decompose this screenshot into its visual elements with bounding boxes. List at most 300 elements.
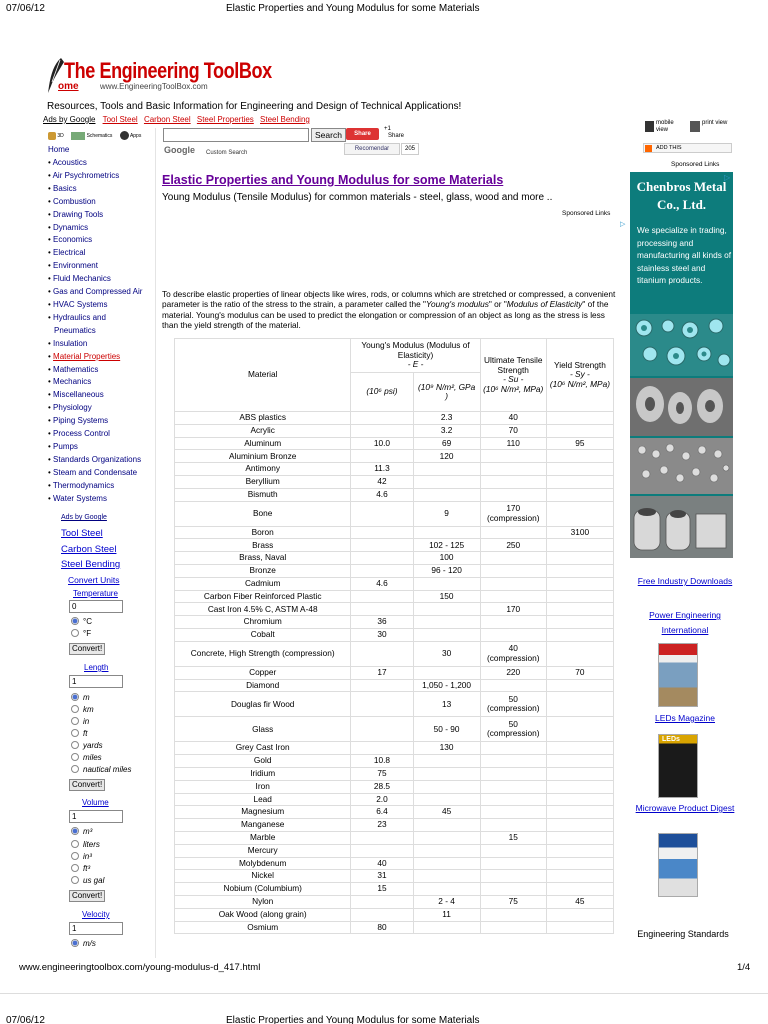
sidebar-item-label[interactable]: Miscellaneous <box>53 390 104 400</box>
radio-label: yards <box>83 741 103 750</box>
cell-psi: 23 <box>351 819 413 832</box>
radio-yards[interactable] <box>71 741 103 750</box>
sidebar-item-process-control[interactable]: • Process Control <box>48 429 110 439</box>
next-print-title: Elastic Properties and Young Modulus for some Materials <box>226 1015 480 1024</box>
cell-material: Aluminium Bronze <box>175 450 351 463</box>
radio-dot-icon <box>71 717 79 725</box>
cell-gpa <box>413 883 480 896</box>
cell-material: Lead <box>175 793 351 806</box>
convert-length-button[interactable]: Convert! <box>69 779 105 791</box>
sidebar-item-water-systems[interactable]: • Water Systems <box>48 493 107 503</box>
table-row <box>175 717 614 742</box>
cell-material: Osmium <box>175 921 351 934</box>
cell-psi <box>351 590 413 603</box>
addthis-icon <box>645 145 652 152</box>
header-gpa-label: (10⁹ N/m², GPa ) <box>418 381 476 401</box>
logo-title: The Engineering ToolBox <box>64 58 272 83</box>
intro-text: To describe elastic properties of linear objects like wires, rods, or columns which are stretched or compressed, a convenient parameter is the ratio of the stress to the strain, a parameter called the " <box>162 289 616 310</box>
cell-psi <box>351 539 413 552</box>
cell-ultimate <box>480 883 546 896</box>
sidebar-ad-tool-steel[interactable]: Tool Steel <box>61 528 103 539</box>
top-link-steel-properties[interactable]: Steel Properties <box>196 115 254 124</box>
cell-gpa <box>413 463 480 476</box>
table-row <box>175 488 614 501</box>
intro-emphasis: Young's modulus <box>425 299 489 310</box>
sidebar-item-label[interactable]: Standards Organizations <box>53 454 142 464</box>
apps-icon[interactable] <box>120 131 129 140</box>
sidebar-item-label[interactable]: Piping Systems <box>53 416 109 426</box>
cell-yield <box>546 806 613 819</box>
sidebar-item-basics[interactable]: • Basics <box>48 183 77 193</box>
cell-gpa <box>413 475 480 488</box>
cell-ultimate: 250 <box>480 539 546 552</box>
3d-label[interactable]: 3D <box>57 132 64 139</box>
table-row <box>175 742 614 755</box>
cell-material: Chromium <box>175 616 351 629</box>
cell-psi <box>351 603 413 616</box>
cell-yield <box>546 679 613 692</box>
sidebar-item-fluid-mechanics[interactable]: • Fluid Mechanics <box>48 274 111 284</box>
youngs-modulus-table <box>174 338 614 934</box>
cell-gpa: 13 <box>413 692 480 717</box>
cell-ultimate: 220 <box>480 666 546 679</box>
radio-celsius[interactable] <box>71 617 92 626</box>
sidebar-item-label[interactable]: Air Psychrometrics <box>52 170 120 180</box>
sidebar-item-label[interactable]: Fluid Mechanics <box>53 274 111 284</box>
cell-material: Manganese <box>175 819 351 832</box>
site-url: www.EngineeringToolBox.com <box>100 82 208 91</box>
sidebar-item-environment[interactable]: • Environment <box>48 261 98 271</box>
cell-material: Concrete, High Strength (compression) <box>175 641 351 666</box>
cell-material: Nobium (Columbium) <box>175 883 351 896</box>
cell-yield <box>546 564 613 577</box>
table-row <box>175 628 614 641</box>
cell-material: Oak Wood (along grain) <box>175 908 351 921</box>
length-input[interactable]: 1 <box>69 675 123 688</box>
sidebar-item-label[interactable]: Basics <box>53 183 77 193</box>
cell-psi: 4.6 <box>351 488 413 501</box>
cell-ultimate: 15 <box>480 831 546 844</box>
table-row <box>175 692 614 717</box>
radio-label: in <box>83 717 90 726</box>
cell-yield <box>546 488 613 501</box>
header-youngs-modulus <box>351 339 480 373</box>
sidebar-item-label[interactable]: Material Properties <box>53 351 121 361</box>
recommend-button[interactable]: Recomendar <box>344 143 400 155</box>
cell-material: Copper <box>175 666 351 679</box>
sidebar-item-combustion[interactable]: • Combustion <box>48 196 96 206</box>
sidebar-item-hvac[interactable]: • HVAC Systems <box>48 299 108 309</box>
sidebar-item-label[interactable]: Acoustics <box>52 158 87 167</box>
cell-ultimate: 110 <box>480 437 546 450</box>
print-date: 07/06/12 <box>6 3 45 14</box>
page-title[interactable]: Elastic Properties and Young Modulus for some Materials <box>162 173 504 187</box>
sidebar-item-label[interactable]: HVAC Systems <box>53 299 108 309</box>
table-row <box>175 831 614 844</box>
cell-material: Glass <box>175 717 351 742</box>
cell-ultimate <box>480 755 546 768</box>
power-engineering-magazine-cover[interactable] <box>658 643 698 707</box>
sidebar-item-standards-organizations[interactable]: • Standards Organizations <box>48 454 142 464</box>
cell-yield <box>546 641 613 666</box>
ad-choices-icon[interactable]: ▷ <box>724 173 731 182</box>
cell-psi <box>351 564 413 577</box>
cell-psi <box>351 424 413 437</box>
header-gpa <box>413 373 480 412</box>
cell-yield <box>546 870 613 883</box>
intro-text: " or " <box>488 299 507 310</box>
cell-ultimate <box>480 463 546 476</box>
cell-psi <box>351 552 413 565</box>
cell-material: ABS plastics <box>175 412 351 425</box>
cell-yield <box>546 603 613 616</box>
radio-km[interactable] <box>71 705 94 714</box>
sidebar-item-label[interactable]: Mathematics <box>53 364 99 374</box>
cell-yield <box>546 450 613 463</box>
table-row <box>175 475 614 488</box>
cell-yield <box>546 590 613 603</box>
sidebar-item-label[interactable]: Steam and Condensate <box>53 467 138 477</box>
cell-yield <box>546 463 613 476</box>
cell-ultimate <box>480 616 546 629</box>
share-button[interactable]: Share <box>346 128 379 140</box>
page-subtitle: Young Modulus (Tensile Modulus) for common materials - steel, glass, wood and more .. <box>162 192 553 203</box>
cell-gpa: 69 <box>413 437 480 450</box>
cell-material: Cast Iron 4.5% C, ASTM A-48 <box>175 603 351 616</box>
cell-ultimate: 50 (compression) <box>480 717 546 742</box>
cell-ultimate: 170 <box>480 603 546 616</box>
sidebar-item-label[interactable]: Gas and Compressed Air <box>53 287 143 297</box>
chenbros-ad[interactable] <box>630 172 733 558</box>
cell-gpa: 100 <box>413 552 480 565</box>
radio-in[interactable] <box>71 717 89 726</box>
cell-material: Cadmium <box>175 577 351 590</box>
convert-temperature-button[interactable]: Convert! <box>69 643 105 655</box>
velocity-input[interactable]: 1 <box>69 922 123 935</box>
site-tagline: Resources, Tools and Basic Information for Engineering and Design of Technical Applications! <box>47 101 462 112</box>
microwave-product-digest-link[interactable]: Microwave Product Digest <box>635 803 735 813</box>
sidebar-item-material-properties[interactable]: • Material Properties <box>48 351 121 361</box>
sidebar-item-gas-compressed-air[interactable]: • Gas and Compressed Air <box>48 287 143 297</box>
sidebar-item-label[interactable]: Electrical <box>53 248 86 258</box>
sidebar-item-label[interactable]: Dynamics <box>53 222 89 232</box>
cell-ultimate <box>480 577 546 590</box>
sidebar-item-hydraulics[interactable]: • Hydraulics and Pneumatics <box>48 312 106 335</box>
leds-magazine-link[interactable]: LEDs Magazine <box>654 713 715 723</box>
cell-ultimate: 75 <box>480 895 546 908</box>
radio-label: nautical miles <box>83 765 132 774</box>
mobile-icon[interactable] <box>645 121 654 132</box>
ad-title[interactable]: Chenbros Metal Co., Ltd. <box>636 179 727 212</box>
sidebar-item-label[interactable]: Mechanics <box>53 377 92 387</box>
3d-icon[interactable] <box>48 132 56 140</box>
cell-psi <box>351 895 413 908</box>
right-sponsored-label: Sponsored Links <box>671 161 720 168</box>
cell-material: Douglas fir Wood <box>175 692 351 717</box>
site-logo[interactable] <box>44 56 272 96</box>
table-row <box>175 526 614 539</box>
cell-gpa <box>413 755 480 768</box>
cell-psi: 75 <box>351 767 413 780</box>
sidebar-ads-by-google[interactable]: Ads by Google <box>61 514 107 521</box>
engineering-standards-heading: Engineering Standards <box>637 929 729 939</box>
radio-label: m <box>83 693 90 702</box>
cell-gpa: 9 <box>413 501 480 526</box>
cell-psi: 80 <box>351 921 413 934</box>
header-psi-label: (10⁶ psi) <box>366 386 398 397</box>
cell-psi: 15 <box>351 883 413 896</box>
header-ult-unit: (10⁶ N/m², MPa) <box>483 383 544 394</box>
sidebar-item-label[interactable]: Thermodynamics <box>52 480 115 490</box>
cell-gpa <box>413 870 480 883</box>
table-row <box>175 806 614 819</box>
sidebar-item-insulation[interactable]: • Insulation <box>48 338 88 348</box>
microwave-digest-cover[interactable] <box>658 833 698 897</box>
cell-yield: 45 <box>546 895 613 908</box>
sidebar-item-acoustics[interactable]: • Acoustics <box>48 158 87 167</box>
cell-gpa: 102 - 125 <box>413 539 480 552</box>
cell-yield <box>546 780 613 793</box>
radio-dot-icon <box>71 741 79 749</box>
schematics-icon[interactable] <box>71 132 85 140</box>
cell-ultimate <box>480 590 546 603</box>
table-row <box>175 501 614 526</box>
cell-psi <box>351 679 413 692</box>
cell-ultimate <box>480 857 546 870</box>
header-youngs-symbol: - E - <box>407 359 424 370</box>
sidebar-item-mathematics[interactable]: • Mathematics <box>48 364 99 374</box>
table-row <box>175 780 614 793</box>
intro-text: " of the material. Young's modulus can be used to predict the elongation or compression of an object as long as the stress is less than the yield strength of the material. <box>162 299 609 331</box>
cell-yield <box>546 844 613 857</box>
radio-dot-icon <box>71 705 79 713</box>
cell-psi <box>351 526 413 539</box>
home-logo-link[interactable]: ome <box>58 81 79 92</box>
mobile-view-link[interactable]: mobile view <box>656 120 674 133</box>
sidebar-item-label[interactable]: Combustion <box>53 196 96 206</box>
cell-gpa: 2.3 <box>413 412 480 425</box>
cell-gpa <box>413 819 480 832</box>
cell-yield <box>546 475 613 488</box>
radio-dot-icon <box>71 840 79 848</box>
radio-label: in³ <box>83 852 92 861</box>
cell-gpa: 45 <box>413 806 480 819</box>
cell-psi <box>351 641 413 666</box>
cell-gpa: 150 <box>413 590 480 603</box>
sidebar-item-pumps[interactable]: • Pumps <box>48 441 78 451</box>
cell-material: Brass, Naval <box>175 552 351 565</box>
cell-material: Antimony <box>175 463 351 476</box>
header-ult-symbol: - Su - <box>503 374 524 384</box>
volume-label[interactable]: Volume <box>82 798 109 807</box>
cell-psi <box>351 412 413 425</box>
volume-input[interactable]: 1 <box>69 810 123 823</box>
leds-magazine-cover[interactable] <box>658 734 698 798</box>
cell-yield <box>546 921 613 934</box>
table-row <box>175 590 614 603</box>
radio-us-gal[interactable] <box>71 876 104 885</box>
table-body <box>175 412 614 934</box>
cell-yield <box>546 577 613 590</box>
cell-yield: 95 <box>546 437 613 450</box>
print-view-link[interactable]: print view <box>702 120 728 126</box>
radio-label: m/s <box>83 939 96 948</box>
radio-dot-icon <box>71 693 79 701</box>
cell-psi: 28.5 <box>351 780 413 793</box>
sidebar-item-label[interactable]: Water Systems <box>53 493 107 503</box>
temperature-label[interactable]: Temperature <box>73 589 118 598</box>
power-engineering-link[interactable]: Power Engineering International <box>649 610 721 635</box>
table-row <box>175 767 614 780</box>
table-row <box>175 552 614 565</box>
table-row <box>175 424 614 437</box>
radio-dot-icon <box>71 864 79 872</box>
share-text[interactable]: Share <box>388 133 405 139</box>
cell-material: Bone <box>175 501 351 526</box>
search-input[interactable] <box>163 128 309 142</box>
top-link-tool-steel[interactable]: Tool Steel <box>102 115 138 124</box>
top-ad-links <box>43 115 314 124</box>
sidebar-item-drawing-tools[interactable]: • Drawing Tools <box>48 209 104 219</box>
table-row <box>175 857 614 870</box>
radio-label: ft <box>83 729 88 738</box>
sidebar-item-label[interactable]: Physiology <box>53 403 92 413</box>
table-row <box>175 616 614 629</box>
cell-psi <box>351 692 413 717</box>
table-row <box>175 895 614 908</box>
radio-ms[interactable] <box>71 939 96 948</box>
ads-by-google-label[interactable]: Ads by Google <box>43 115 96 124</box>
radio-ft3[interactable] <box>71 864 90 873</box>
print-footer-url: www.engineeringtoolbox.com/young-modulus-d_417.html <box>19 962 261 973</box>
radio-ft[interactable] <box>71 729 87 738</box>
header-material: Material <box>175 339 351 412</box>
sidebar-item-electrical[interactable]: • Electrical <box>48 248 86 258</box>
adchoices-icon[interactable]: ▷ <box>620 221 626 228</box>
apps-label[interactable]: Apps <box>129 132 142 139</box>
sidebar-item-steam-condensate[interactable]: • Steam and Condensate <box>48 467 138 477</box>
table-row <box>175 564 614 577</box>
cell-psi <box>351 831 413 844</box>
sidebar-item-dynamics[interactable]: • Dynamics <box>48 222 89 232</box>
header-psi <box>351 373 413 412</box>
print-icon[interactable] <box>690 121 700 132</box>
radio-dot-icon <box>71 617 79 625</box>
radio-in3[interactable] <box>71 852 92 861</box>
sidebar-item-label[interactable]: Environment <box>53 261 98 271</box>
cell-psi: 6.4 <box>351 806 413 819</box>
cell-psi: 11.3 <box>351 463 413 476</box>
sidebar-item-label[interactable]: Insulation <box>53 338 88 348</box>
top-link-carbon-steel[interactable]: Carbon Steel <box>143 115 191 124</box>
cell-gpa <box>413 666 480 679</box>
cell-material: Boron <box>175 526 351 539</box>
cell-ultimate <box>480 921 546 934</box>
cell-psi: 30 <box>351 628 413 641</box>
sidebar-item-physiology[interactable]: • Physiology <box>48 403 92 413</box>
steel-products-image <box>630 314 733 558</box>
sidebar-ad-steel-bending[interactable]: Steel Bending <box>61 559 121 570</box>
sidebar-item-air-psychrometrics[interactable]: • Air Psychrometrics <box>48 170 120 180</box>
convert-units-heading[interactable]: Convert Units <box>68 575 120 585</box>
cell-psi: 36 <box>351 616 413 629</box>
sidebar-item-label[interactable]: Hydraulics and Pneumatics <box>53 312 106 335</box>
cell-gpa: 96 - 120 <box>413 564 480 577</box>
table-row <box>175 450 614 463</box>
cell-psi <box>351 844 413 857</box>
cell-gpa: 2 - 4 <box>413 895 480 908</box>
temperature-input[interactable]: 0 <box>69 600 123 613</box>
table-row <box>175 793 614 806</box>
table-row <box>175 870 614 883</box>
cell-gpa <box>413 628 480 641</box>
cell-material: Iridium <box>175 767 351 780</box>
cell-gpa <box>413 603 480 616</box>
sidebar-item-label[interactable]: Drawing Tools <box>53 209 104 219</box>
cell-material: Brass <box>175 539 351 552</box>
cell-material: Beryllium <box>175 475 351 488</box>
radio-liters[interactable] <box>71 840 100 849</box>
radio-dot-icon <box>71 753 79 761</box>
cell-material: Magnesium <box>175 806 351 819</box>
search-button[interactable]: Search <box>311 128 346 142</box>
sidebar-nav <box>48 157 158 505</box>
cell-material: Aluminum <box>175 437 351 450</box>
cell-material: Marble <box>175 831 351 844</box>
cell-gpa <box>413 844 480 857</box>
table-row <box>175 666 614 679</box>
sidebar-home[interactable]: Home <box>48 145 70 154</box>
radio-miles[interactable] <box>71 753 102 762</box>
sidebar-item-mechanics[interactable]: • Mechanics <box>48 377 92 387</box>
sidebar-item-thermodynamics[interactable]: • Thermodynamics <box>48 480 115 490</box>
sidebar-item-label[interactable]: Process Control <box>53 429 110 439</box>
sidebar-item-piping-systems[interactable]: • Piping Systems <box>48 416 109 426</box>
schematics-label[interactable]: Schematics <box>86 132 113 139</box>
convert-volume-button[interactable]: Convert! <box>69 890 105 902</box>
radio-label: miles <box>83 753 102 762</box>
sidebar-item-label[interactable]: Pumps <box>53 441 78 451</box>
cell-gpa <box>413 577 480 590</box>
length-label[interactable]: Length <box>84 663 109 672</box>
sidebar-item-label[interactable]: Economics <box>53 235 93 245</box>
cell-psi: 17 <box>351 666 413 679</box>
cell-gpa <box>413 857 480 870</box>
cell-ultimate: 70 <box>480 424 546 437</box>
table-row <box>175 908 614 921</box>
cell-gpa <box>413 780 480 793</box>
radio-m3[interactable] <box>71 827 92 836</box>
sidebar-item-miscellaneous[interactable]: • Miscellaneous <box>48 390 104 400</box>
radio-nautical-miles[interactable] <box>71 765 131 774</box>
velocity-label[interactable]: Velocity <box>82 910 110 919</box>
header-youngs-label: Young's Modulus (Modulus of Elasticity) <box>361 340 470 360</box>
top-link-steel-bending[interactable]: Steel Bending <box>260 115 310 124</box>
addthis-bar[interactable] <box>643 143 732 153</box>
table-row <box>175 883 614 896</box>
cell-ultimate: 50 (compression) <box>480 692 546 717</box>
cell-material: Nylon <box>175 895 351 908</box>
cell-gpa: 1,050 - 1,200 <box>413 679 480 692</box>
sidebar-item-economics[interactable]: • Economics <box>48 235 93 245</box>
radio-fahrenheit[interactable] <box>71 629 91 638</box>
radio-m[interactable] <box>71 693 90 702</box>
free-industry-downloads-link[interactable]: Free Industry Downloads <box>637 576 733 586</box>
intro-emphasis: Modulus of Elasticity <box>506 299 583 310</box>
cell-material: Acrylic <box>175 424 351 437</box>
cell-material: Carbon Fiber Reinforced Plastic <box>175 590 351 603</box>
sidebar-ad-carbon-steel[interactable]: Carbon Steel <box>61 544 117 555</box>
